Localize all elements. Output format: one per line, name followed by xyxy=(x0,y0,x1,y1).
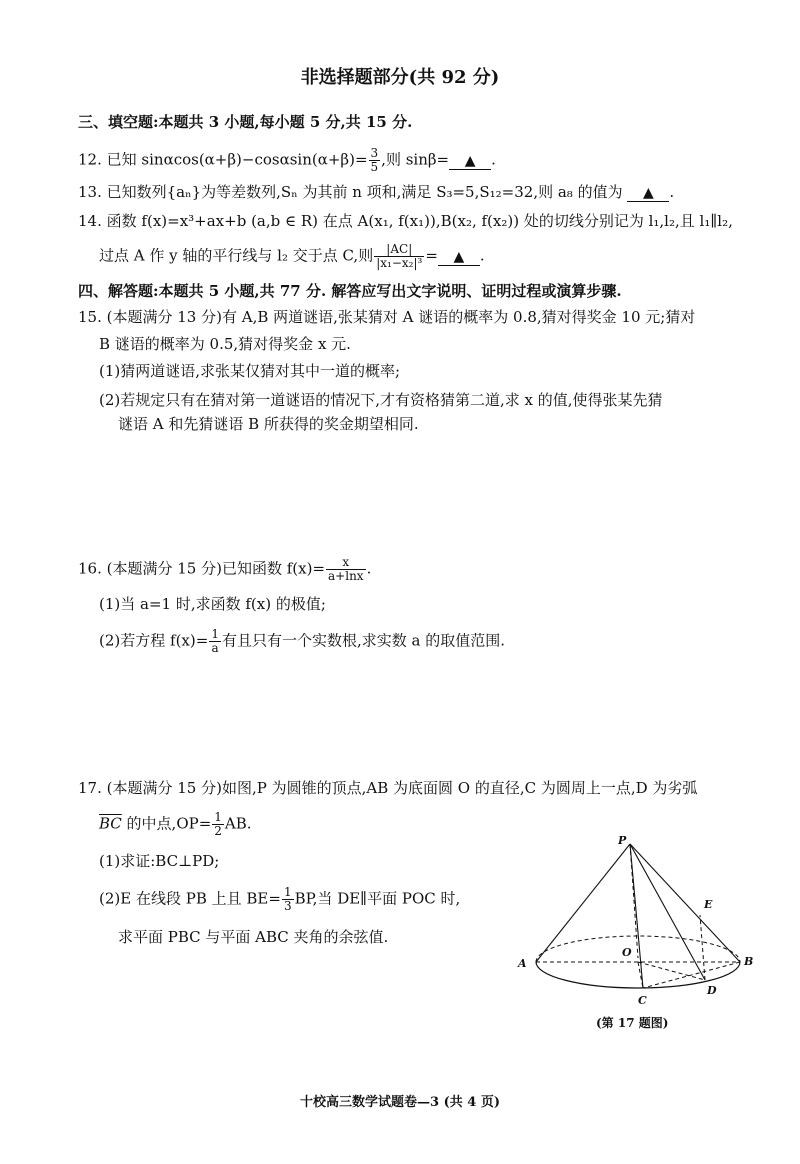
q16-fraction xyxy=(326,556,366,583)
q14-line2-pre: 过点 A 作 y 轴的平行线与 l₂ 交于点 C,则 xyxy=(99,246,374,265)
q17-frac-den: 2 xyxy=(214,824,222,838)
fill-in-heading: 三、填空题:本题共 3 小题,每小题 5 分,共 15 分. xyxy=(78,113,413,131)
q17-line1: (本题满分 15 分)如图,P 为圆锥的顶点,AB 为底面圆 O 的直径,C 为圆周上一点,D 为劣弧 xyxy=(106,779,698,797)
q12-frac-num: 3 xyxy=(370,146,379,160)
q13-answer-blank: ▲ xyxy=(627,185,669,202)
q17-part2-fraction xyxy=(282,886,294,913)
q16-line1-post: . xyxy=(366,559,372,578)
question-16-line1 xyxy=(78,556,371,583)
segment-OD xyxy=(638,962,705,980)
question-15-line1 xyxy=(78,307,695,327)
q15-line1: (本题满分 13 分)有 A,B 两道谜语,张某猜对 A 谜语的概率为 0.8,猜对得奖金 10 元;猜对 xyxy=(106,308,696,326)
cone-base-back-arc xyxy=(536,936,740,962)
solve-heading: 四、解答题:本题共 5 小题,共 77 分. 解答应写出文字说明、证明过程或演算步骤. xyxy=(78,282,622,300)
q12-number: 12. xyxy=(78,150,102,169)
q14-answer-blank: ▲ xyxy=(438,249,480,266)
q16-number: 16. xyxy=(78,559,102,578)
q16-part1: (1)当 a=1 时,求函数 f(x) 的极值; xyxy=(99,595,326,613)
q12-answer-blank: ▲ xyxy=(449,153,491,170)
q13-number: 13. xyxy=(78,183,102,201)
q14-frac-den: |x₁−x₂|³ xyxy=(376,256,423,270)
page-footer: 十校高三数学试题卷—3 (共 4 页) xyxy=(300,1095,500,1110)
q17-part2-frac-den: 3 xyxy=(283,899,292,913)
question-14-line2: 过点 A 作 y 轴的平行线与 l₂ 交于点 C,则 $\frac{|AC|}{\text{|x₁−x₂|³}}$ = ▲ . xyxy=(99,242,485,270)
q17-number: 17. xyxy=(78,779,102,797)
q16-part2-post: 有且只有一个实数根,求实数 a 的取值范围. xyxy=(221,631,505,650)
q17-line2-mid: 的中点,OP= xyxy=(121,814,212,833)
q12-fraction xyxy=(369,147,381,174)
q17-line2-post: AB. xyxy=(224,814,252,833)
q12-text-post: ,则 sinβ= xyxy=(381,150,450,169)
label-O: O xyxy=(622,946,632,959)
q16-frac-den: a+lnx xyxy=(328,569,364,583)
q17-part2-line2: 求平面 PBC 与平面 ABC 夹角的余弦值. xyxy=(118,928,389,946)
q17-part2-pre: (2)E 在线段 PB 上且 BE= xyxy=(99,889,281,908)
q16-part2-pre: (2)若方程 f(x)= xyxy=(99,631,209,650)
cone-figure xyxy=(510,830,770,1030)
q12-frac-den: 5 xyxy=(370,160,379,174)
q14-number: 14. xyxy=(78,212,102,230)
question-17-line1 xyxy=(78,778,697,798)
q14-line1: 函数 f(x)=x³+ax+b (a,b ∈ R) 在点 A(x₁, f(x₁)),B(x₂, f(x₂)) 处的切线分别记为 l₁,l₂,且 l₁∥l₂, xyxy=(106,212,733,230)
q15-line2: B 谜语的概率为 0.5,猜对得奖金 x 元. xyxy=(99,335,351,353)
q15-part2-line2: 谜语 A 和先猜谜语 B 所获得的奖金期望相同. xyxy=(118,415,419,433)
q16-part2-frac-num: 1 xyxy=(211,627,219,641)
q17-fraction xyxy=(212,811,224,838)
q16-part2-frac-den: a xyxy=(211,641,219,655)
q16-part2 xyxy=(99,628,505,655)
q17-part2 xyxy=(99,886,460,913)
q17-line2 xyxy=(99,811,252,838)
q15-part1: (1)猜两道谜语,求张某仅猜对其中一道的概率; xyxy=(99,362,401,380)
question-14-line1 xyxy=(78,211,733,231)
section-title: 非选择题部分(共 92 分) xyxy=(300,67,500,88)
q17-part2-frac-num: 1 xyxy=(283,885,292,899)
segment-PO xyxy=(630,844,638,958)
q16-line1-pre: (本题满分 15 分)已知函数 f(x)= xyxy=(106,559,326,578)
q15-number: 15. xyxy=(78,308,102,326)
label-D: D xyxy=(707,984,717,997)
edge-PA xyxy=(536,844,630,962)
q16-part2-fraction xyxy=(209,628,221,655)
q17-frac-num: 1 xyxy=(214,810,222,824)
label-P: P xyxy=(618,834,627,847)
q17-part2-post: BP,当 DE∥平面 POC 时, xyxy=(294,889,461,908)
q15-part2-line1: (2)若规定只有在猜对第一道谜语的情况下,才有资格猜第二道,求 x 的值,使得张某先猜 xyxy=(99,391,663,409)
q13-text: 已知数列{aₙ}为等差数列,Sₙ 为其前 n 项和,满足 S₃=5,S₁₂=32,则 a₈ 的值为 xyxy=(106,183,623,201)
label-B: B xyxy=(744,955,754,968)
figure-caption: (第 17 题图) xyxy=(596,1016,669,1030)
q12-text-pre: 已知 sinαcos(α+β)−cosαsin(α+β)= xyxy=(106,150,368,169)
question-13: 13. 已知数列{aₙ}为等差数列,Sₙ 为其前 n 项和,满足 S₃=5,S₁₂=32,则 a₈ 的值为 ▲ . xyxy=(78,183,675,201)
q17-arc-bc: $\overline{BC}$ xyxy=(99,814,122,833)
q14-frac-num: |AC| xyxy=(374,243,424,257)
q14-fraction xyxy=(374,243,424,270)
q17-part1: (1)求证:BC⊥PD; xyxy=(99,852,220,870)
question-12: 12. 已知 sinαcos(α+β)−cosαsin(α+β)= $\frac{3}{5}$ ,则 sinβ= ▲ . xyxy=(78,146,496,174)
q14-line2-post: = xyxy=(425,246,438,265)
label-C: C xyxy=(638,994,647,1007)
segment-DE xyxy=(700,915,705,980)
q16-frac-num: x xyxy=(326,556,366,570)
label-E: E xyxy=(704,898,713,911)
label-A: A xyxy=(518,957,527,970)
